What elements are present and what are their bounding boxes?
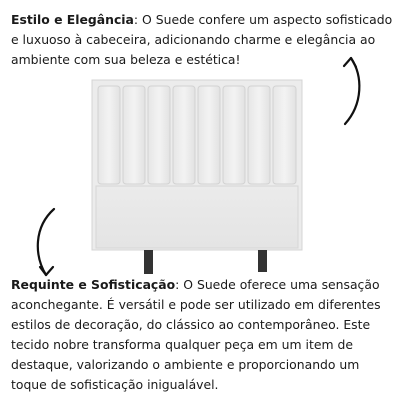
- curved-arrow-down-icon: [28, 205, 62, 281]
- curved-arrow-up-icon: [337, 52, 371, 128]
- top-body: : O Suede confere um aspecto sofisticado e luxuoso à cabeceira, adicionando charme e elegância ao ambiente com sua beleza e estética!: [11, 12, 393, 67]
- bottom-heading: Requinte e Sofisticação: [11, 277, 176, 292]
- bottom-description: [11, 275, 396, 395]
- headboard-image: [90, 78, 304, 276]
- bottom-body: : O Suede oferece uma sensação aconchegante. É versátil e pode ser utilizado em diferentes estilos de decoração, do clássico ao contemporâneo. Este tecido nobre transforma qualquer peça em um item de destaque, valorizando o ambiente e proporcionando um toque de sofisticação inigualável.: [11, 277, 381, 392]
- top-heading: Estilo e Elegância: [11, 12, 134, 27]
